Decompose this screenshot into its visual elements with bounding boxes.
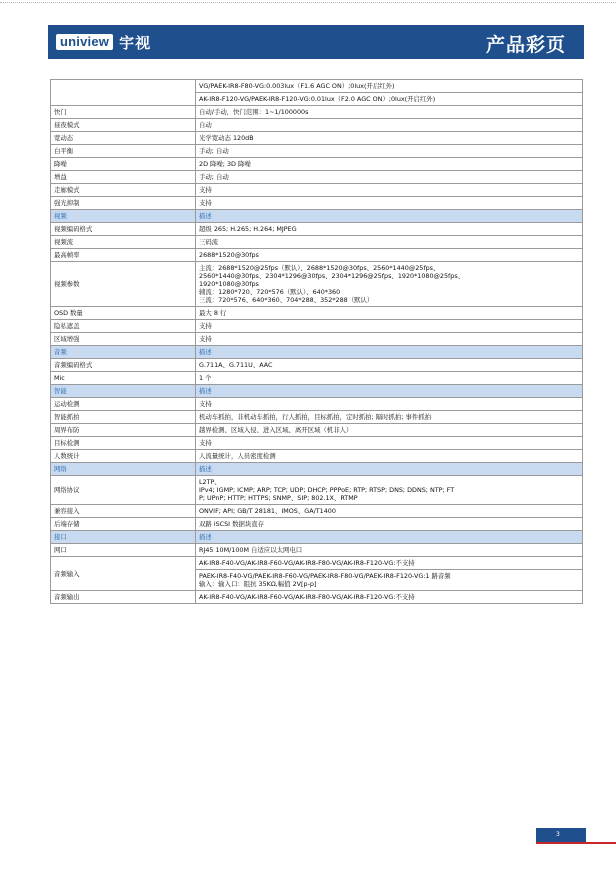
spec-value-line: L2TP、 <box>199 478 221 486</box>
spec-label: 白平衡 <box>51 145 196 158</box>
spec-value-line: 主流：2688*1520@25fps（默认）、2688*1520@30fps、2560*1440@25fps、 <box>199 264 440 272</box>
spec-value-line: AK-IR8-F40-VG/AK-IR8-F60-VG/AK-IR8-F80-VG/AK-IR8-F120-VG:不支持 <box>199 559 415 567</box>
spec-value-line: 双路 iSCSI 数据块直存 <box>199 520 265 528</box>
spec-value <box>196 197 583 210</box>
spec-row <box>51 359 583 372</box>
spec-value <box>196 372 583 385</box>
spec-row <box>51 450 583 463</box>
spec-row <box>51 437 583 450</box>
page-accent-line <box>536 842 616 844</box>
spec-value <box>196 450 583 463</box>
spec-row <box>51 249 583 262</box>
spec-label: 音频输入 <box>51 557 196 591</box>
spec-label: 智能抓拍 <box>51 411 196 424</box>
spec-row <box>51 119 583 132</box>
spec-value-line: 描述 <box>199 387 212 395</box>
spec-row <box>51 184 583 197</box>
section-description-header <box>196 210 583 223</box>
logo-wordmark: uniview <box>56 34 113 50</box>
section-title: 接口 <box>51 531 196 544</box>
spec-value <box>196 223 583 236</box>
spec-value-line: AK-IR8-F40-VG/AK-IR8-F60-VG/AK-IR8-F80-VG/AK-IR8-F120-VG:不支持 <box>199 593 415 601</box>
spec-value <box>196 93 583 106</box>
spec-value <box>196 80 583 93</box>
spec-value <box>196 476 583 505</box>
spec-row <box>51 80 583 93</box>
spec-row <box>51 320 583 333</box>
spec-value-line: ONVIF; API; GB/T 28181、IMOS、GA/T1400 <box>199 507 336 515</box>
logo-chinese-name: 宇视 <box>119 33 152 52</box>
spec-row <box>51 106 583 119</box>
spec-label <box>51 80 196 106</box>
spec-value <box>196 119 583 132</box>
spec-value <box>196 424 583 437</box>
spec-value-line: 最大 8 行 <box>199 309 227 317</box>
spec-row <box>51 307 583 320</box>
section-description-header <box>196 463 583 476</box>
spec-row <box>51 476 583 505</box>
spec-row <box>51 424 583 437</box>
spec-value-line: 1920*1080@30fps <box>199 280 259 288</box>
spec-value <box>196 570 583 591</box>
spec-label: 降噪 <box>51 158 196 171</box>
spec-row <box>51 411 583 424</box>
section-description-header <box>196 385 583 398</box>
section-header-row <box>51 463 583 476</box>
spec-row <box>51 505 583 518</box>
spec-value-line: 支持 <box>199 439 212 447</box>
spec-value-line: 支持 <box>199 335 212 343</box>
spec-value <box>196 106 583 119</box>
spec-row <box>51 132 583 145</box>
spec-value-line: 手动; 自动 <box>199 147 229 155</box>
spec-value <box>196 262 583 307</box>
spec-value-line: 描述 <box>199 348 212 356</box>
spec-value <box>196 158 583 171</box>
spec-value-line: 人流量统计，人员密度检测 <box>199 452 276 460</box>
spec-label: OSD 数量 <box>51 307 196 320</box>
spec-value <box>196 359 583 372</box>
spec-value-line: IPv4; IGMP; ICMP; ARP; TCP; UDP; DHCP; PPPoE; RTP; RTSP; DNS; DDNS; NTP; FT <box>199 486 455 494</box>
spec-value-line: RJ45 10M/100M 自适应以太网电口 <box>199 546 303 554</box>
spec-table <box>50 79 583 604</box>
spec-label: 目标检测 <box>51 437 196 450</box>
top-dotted-border <box>0 2 616 3</box>
spec-row <box>51 398 583 411</box>
spec-row <box>51 591 583 604</box>
spec-label: 宽动态 <box>51 132 196 145</box>
spec-label: 周界布防 <box>51 424 196 437</box>
spec-label: 视频流 <box>51 236 196 249</box>
spec-row <box>51 158 583 171</box>
spec-value-line: 光学宽动态 120dB <box>199 134 254 142</box>
spec-row <box>51 262 583 307</box>
section-title: 视频 <box>51 210 196 223</box>
spec-label: 昼夜模式 <box>51 119 196 132</box>
spec-value-line: 自动/手动，快门范围：1~1/100000s <box>199 108 309 116</box>
spec-label: 人数统计 <box>51 450 196 463</box>
spec-value <box>196 333 583 346</box>
spec-value-line: PAEK-IR8-F40-VG/PAEK-IR8-F60-VG/PAEK-IR8-F80-VG/PAEK-IR8-F120-VG:1 路音频 <box>199 572 451 580</box>
spec-value <box>196 544 583 557</box>
section-header-row <box>51 531 583 544</box>
spec-label: 快门 <box>51 106 196 119</box>
spec-value <box>196 307 583 320</box>
spec-row <box>51 557 583 570</box>
section-title: 网络 <box>51 463 196 476</box>
spec-label: 网口 <box>51 544 196 557</box>
spec-label: 隐私遮盖 <box>51 320 196 333</box>
spec-value-line: 描述 <box>199 533 212 541</box>
spec-value-line: 手动; 自动 <box>199 173 229 181</box>
spec-label: 增益 <box>51 171 196 184</box>
spec-value <box>196 171 583 184</box>
spec-value <box>196 320 583 333</box>
spec-value <box>196 411 583 424</box>
spec-value <box>196 132 583 145</box>
spec-value-line: 输入：输入口：阻抗 35KΩ,幅值 2V[p-p] <box>199 580 317 588</box>
spec-value <box>196 557 583 570</box>
spec-row <box>51 171 583 184</box>
spec-label: 网络协议 <box>51 476 196 505</box>
spec-value <box>196 591 583 604</box>
spec-label: 后端存储 <box>51 518 196 531</box>
spec-value <box>196 184 583 197</box>
spec-value <box>196 518 583 531</box>
spec-value-line: P; UPnP; HTTP; HTTPS; SNMP、SIP; 802.1X、RTMP <box>199 494 358 502</box>
section-header-row <box>51 385 583 398</box>
spec-value-line: 2D 降噪; 3D 降噪 <box>199 160 251 168</box>
section-description-header <box>196 346 583 359</box>
spec-value-line: 越界检测、区域入侵、进入区域、离开区域（机非人） <box>199 426 353 434</box>
spec-value <box>196 236 583 249</box>
section-title: 音频 <box>51 346 196 359</box>
spec-value-line: 支持 <box>199 186 212 194</box>
spec-value-line: 自动 <box>199 121 212 129</box>
header-title: 产品彩页 <box>485 34 566 56</box>
spec-row <box>51 145 583 158</box>
spec-label: 强光抑制 <box>51 197 196 210</box>
spec-value-line: 支持 <box>199 199 212 207</box>
spec-value-line: 超级 265; H.265; H.264; MJPEG <box>199 225 297 233</box>
spec-row <box>51 197 583 210</box>
page-header <box>48 25 584 59</box>
spec-label: 音频输出 <box>51 591 196 604</box>
spec-table-body <box>51 80 583 604</box>
spec-value-line: 描述 <box>199 212 212 220</box>
spec-label: 走廊模式 <box>51 184 196 197</box>
spec-label: 音频编码格式 <box>51 359 196 372</box>
spec-value-line: VG/PAEK-IR8-F80-VG:0.003lux（F1.6 AGC ON）;0lux(开启红外) <box>199 82 395 90</box>
spec-row <box>51 236 583 249</box>
spec-value-line: G.711A、G.711U、AAC <box>199 361 273 369</box>
section-header-row <box>51 210 583 223</box>
spec-value-line: 支持 <box>199 400 212 408</box>
spec-value <box>196 437 583 450</box>
spec-value-line: 2688*1520@30fps <box>199 251 259 259</box>
spec-value-line: 1 个 <box>199 374 212 382</box>
spec-label: 视频编码格式 <box>51 223 196 236</box>
spec-value <box>196 505 583 518</box>
spec-value-line: 三码流 <box>199 238 219 246</box>
spec-value-line: AK-IR8-F120-VG/PAEK-IR8-F120-VG:0.01lux（F2.0 AGC ON）;0lux(开启红外) <box>199 95 436 103</box>
brand-logo <box>56 32 151 52</box>
spec-row <box>51 518 583 531</box>
spec-label: 区域增强 <box>51 333 196 346</box>
spec-value-line: 支持 <box>199 322 212 330</box>
section-header-row <box>51 346 583 359</box>
spec-label: 兼容接入 <box>51 505 196 518</box>
spec-value-line: 描述 <box>199 465 212 473</box>
spec-row <box>51 223 583 236</box>
spec-value <box>196 249 583 262</box>
spec-label: 视频参数 <box>51 262 196 307</box>
spec-value <box>196 398 583 411</box>
spec-value-line: 辅流：1280*720、720*576（默认）、640*360 <box>199 288 341 296</box>
spec-row <box>51 333 583 346</box>
page-number: 3 <box>536 828 586 842</box>
spec-value <box>196 145 583 158</box>
spec-row <box>51 372 583 385</box>
spec-value-line: 2560*1440@30fps、2304*1296@30fps、2304*1296@25fps、1920*1080@25fps、 <box>199 272 465 280</box>
section-description-header <box>196 531 583 544</box>
spec-label: Mic <box>51 372 196 385</box>
spec-value-line: 三流：720*576、640*360、704*288、352*288（默认） <box>199 296 374 304</box>
spec-label: 最高帧率 <box>51 249 196 262</box>
spec-row <box>51 544 583 557</box>
section-title: 智能 <box>51 385 196 398</box>
spec-value-line: 机动车抓拍，非机动车抓拍，行人抓拍，目标抓拍，定时抓拍; 隔时抓拍; 事件抓拍 <box>199 413 432 421</box>
spec-label: 运动检测 <box>51 398 196 411</box>
